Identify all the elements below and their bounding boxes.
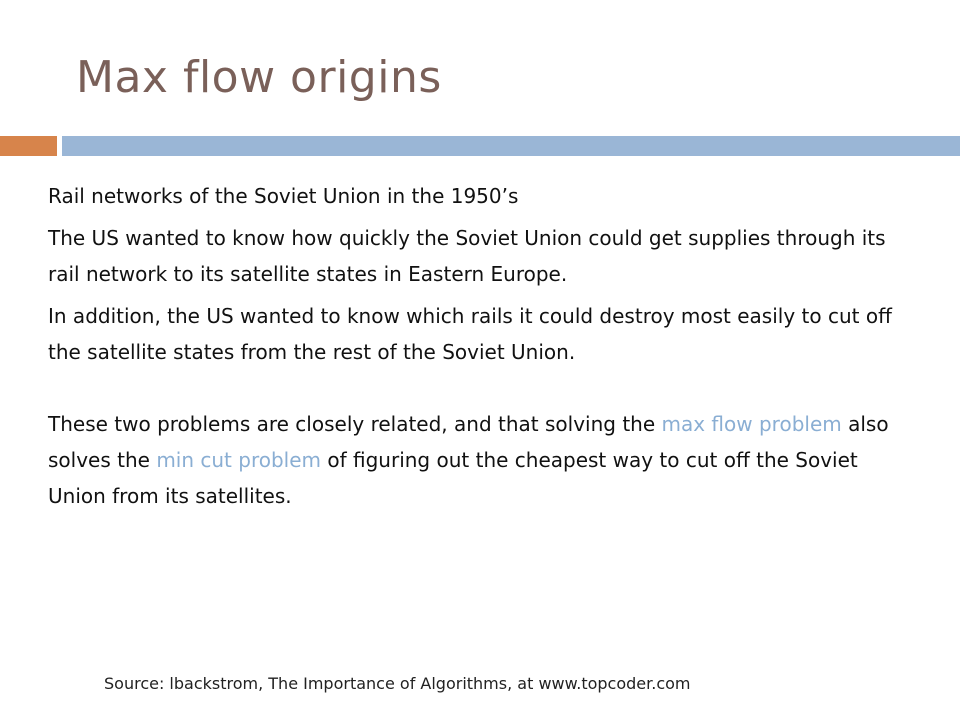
paragraph-us-supplies: The US wanted to know how quickly the Soviet Union could get supplies through its rail network to its satellite states in Eastern Europe.: [48, 226, 886, 286]
slide-title: Max flow origins: [76, 52, 442, 103]
paragraph-rail-networks: Rail networks of the Soviet Union in the 1950’s: [48, 184, 519, 208]
source-citation: Source: lbackstrom, The Importance of Algorithms, at www.topcoder.com: [104, 674, 691, 693]
highlight-min-cut-problem: min cut problem: [156, 448, 322, 472]
paragraph-max-flow-min-cut: [48, 406, 918, 514]
highlight-max-flow-problem: max flow problem: [661, 412, 842, 436]
paragraph-text-part2: also solves the: [48, 412, 889, 472]
title-accent-bar: [0, 136, 57, 156]
paragraph-text-part1: These two problems are closely related, and that solving the: [48, 412, 662, 436]
title-divider-bar: [62, 136, 960, 156]
paragraph-destroy-rails: In addition, the US wanted to know which rails it could destroy most easily to cut off the satellite states from the rest of the Soviet Union.: [48, 304, 892, 364]
paragraph-text-part3: of figuring out the cheapest way to cut off the Soviet Union from its satellites.: [48, 448, 858, 508]
slide-body: [48, 178, 918, 520]
